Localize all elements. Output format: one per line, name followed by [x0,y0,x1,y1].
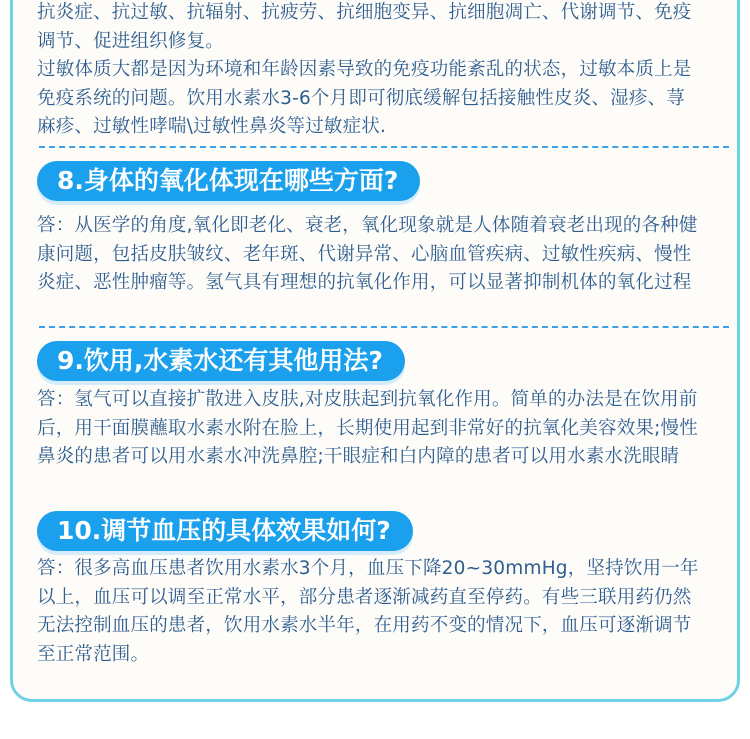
text-line: 无法控制血压的患者，饮用水素水半年，在用药不变的情况下，血压可逐渐调节 [37,615,692,636]
text-line: 鼻炎的患者可以用水素水冲洗鼻腔;干眼症和白内障的患者可以用水素水洗眼睛 [37,446,680,467]
text-line: 后，用干面膜蘸取水素水附在脸上，长期使用起到非常好的抗氧化美容效果;慢性 [37,417,698,439]
text-line: 答：从医学的角度,氧化即老化、衰老，氧化现象就是人体随着衰老出现的各种健 [37,215,698,236]
section-heading-10: 10.调节血压的具体效果如何? [37,511,413,551]
section-heading-8: 8.身体的氧化体现在哪些方面? [37,161,420,201]
text-line: 答：氢气可以直接扩散进入皮肤,对皮肤起到抗氧化作用。简单的办法是在饮用前 [37,389,698,410]
dashed-divider [39,326,729,328]
text-line: 麻疹、过敏性哮喘\过敏性鼻炎等过敏症状. [37,116,387,137]
answer-9 [37,386,727,472]
text-line: 过敏体质大都是因为环境和年龄因素导致的免疫功能紊乱的状态，过敏本质上是 [37,59,692,80]
section-heading-9: 9.饮用,水素水还有其他用法? [37,341,405,381]
text-line: 答：很多高血压患者饮用水素水3个月，血压下降20~30mmHg，坚持饮用一年 [37,558,699,579]
faq-card [10,0,740,702]
text-line: 免疫系统的问题。饮用水素水3-6个月即可彻底缓解包括接触性皮炎、湿疹、荨 [37,87,685,109]
answer-8 [37,212,727,298]
answer-10 [37,555,727,669]
text-line: 炎症、恶性肿瘤等。氢气具有理想的抗氧化作用，可以显著抑制机体的氧化过程 [37,272,692,293]
text-line: 至正常范围。 [37,643,150,665]
text-line: 以上，血压可以调至正常水平，部分患者逐渐减药直至停药。有些三联用药仍然 [37,586,692,608]
intro-paragraph [37,0,727,142]
dashed-divider [39,146,729,148]
text-line: 康问题，包括皮肤皱纹、老年斑、代谢异常、心脑血管疾病、过敏性疾病、慢性 [37,243,692,265]
text-line: 调节、促进组织修复。 [37,30,225,52]
text-line: 抗炎症、抗过敏、抗辐射、抗疲劳、抗细胞变异、抗细胞凋亡、代谢调节、免疫 [37,2,692,23]
